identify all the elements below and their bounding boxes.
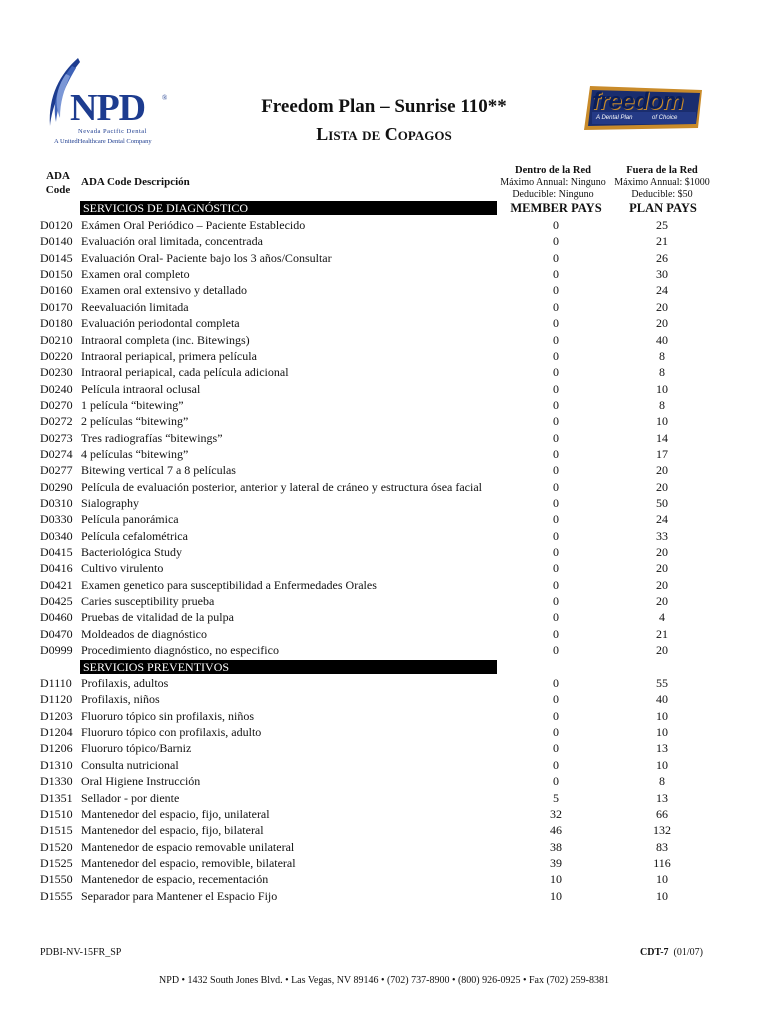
ada-code: D0272: [40, 414, 73, 429]
header-ada-code: ADA Code: [45, 170, 71, 196]
procedure-description: Sialography: [81, 496, 139, 510]
procedure-description: Fluoruro tópico con profilaxis, adulto: [81, 725, 262, 739]
member-pays-value: 0: [553, 381, 559, 396]
member-pays-value: 0: [553, 218, 559, 232]
plan-pays-value: 20: [656, 316, 668, 331]
plan-pays-value: 13: [656, 790, 668, 805]
registered-mark: ®: [162, 94, 168, 102]
procedure-description: Oral Higiene Instrucción: [81, 774, 201, 789]
plan-pays-value: 20: [656, 561, 668, 576]
table-row: [0, 593, 768, 609]
member-pays-value: 0: [553, 299, 559, 314]
member-pays-value: 0: [553, 626, 559, 641]
ada-code: D1525: [40, 855, 73, 870]
table-row: [0, 626, 768, 642]
table-row: [0, 381, 768, 397]
plan-pays-value: 20: [656, 463, 668, 478]
procedure-description: Evaluación Oral- Paciente bajo los 3 años/Consultar: [81, 250, 332, 265]
member-pays-value: 0: [553, 430, 559, 445]
procedure-description: Intraoral completa (inc. Bitewings): [81, 332, 250, 347]
plan-pays-value: 20: [656, 545, 668, 559]
member-pays-value: 0: [553, 479, 559, 494]
table-row: [0, 839, 768, 855]
ada-code: D0416: [40, 561, 73, 576]
table-row: [0, 642, 768, 658]
plan-pays-value: 55: [656, 676, 668, 690]
page-subtitle: Lista de Copagos: [316, 124, 452, 144]
plan-pays-value: 10: [656, 725, 668, 739]
section-header: SERVICIOS DE DIAGNÓSTICO: [80, 201, 497, 215]
ada-code: D0170: [40, 299, 73, 314]
ada-code: D0470: [40, 626, 73, 641]
header-plan-pays: PLAN PAYS: [629, 201, 697, 215]
plan-pays-value: 20: [656, 299, 668, 314]
procedure-description: Tres radiografías “bitewings”: [81, 430, 223, 445]
ada-code: D1110: [40, 676, 72, 690]
npd-name: Nevada Pacific Dental: [78, 128, 147, 135]
plan-pays-value: 132: [653, 823, 671, 838]
ada-code: D1330: [40, 774, 73, 789]
table-row: [0, 495, 768, 511]
ada-code: D0330: [40, 512, 73, 527]
procedure-description: Mantenedor de espacio, recementación: [81, 872, 269, 887]
member-pays-value: 0: [553, 708, 559, 723]
member-pays-value: 32: [550, 806, 562, 821]
ada-code: D0180: [40, 316, 73, 331]
plan-pays-value: 24: [656, 512, 668, 527]
plan-pays-value: 10: [656, 888, 668, 903]
table-row: [0, 430, 768, 446]
ada-code: D0120: [40, 218, 73, 232]
procedure-description: 4 películas “bitewing”: [81, 446, 189, 461]
ada-code: D0145: [40, 250, 73, 265]
procedure-description: Examen oral completo: [81, 267, 190, 282]
procedure-description: Fluoruro tópico sin profilaxis, niños: [81, 708, 254, 723]
plan-pays-value: 116: [653, 855, 671, 870]
member-pays-value: 0: [553, 414, 559, 429]
member-pays-value: 0: [553, 757, 559, 772]
ada-code: D1206: [40, 741, 73, 756]
member-pays-value: 0: [553, 741, 559, 756]
ada-code: D0460: [40, 610, 73, 625]
plan-pays-value: 8: [659, 365, 665, 380]
table-row: [0, 250, 768, 266]
table-row: [0, 446, 768, 462]
table-row: [0, 577, 768, 593]
ada-code: D0240: [40, 381, 73, 396]
ada-code: D0220: [40, 348, 73, 363]
ada-code: D0150: [40, 267, 73, 282]
plan-pays-value: 20: [656, 479, 668, 494]
plan-pays-value: 40: [656, 692, 668, 707]
member-pays-value: 0: [553, 594, 559, 608]
member-pays-value: 0: [553, 234, 559, 249]
ada-code: D0273: [40, 430, 73, 445]
plan-pays-value: 83: [656, 839, 668, 854]
procedure-description: Intraoral periapical, primera película: [81, 348, 257, 363]
table-row: [0, 233, 768, 249]
ada-code: D0230: [40, 365, 73, 380]
member-pays-value: 0: [553, 446, 559, 461]
procedure-description: Película de evaluación posterior, anterior y lateral de cráneo y estructura ósea facial: [81, 479, 482, 494]
table-row: [0, 528, 768, 544]
member-pays-value: 0: [553, 316, 559, 331]
procedure-description: Examen genetico para susceptibilidad a Enfermedades Orales: [81, 577, 377, 592]
procedure-description: Examen oral extensivo y detallado: [81, 283, 247, 298]
plan-pays-value: 17: [656, 446, 668, 461]
table-row: [0, 364, 768, 380]
plan-pays-value: 20: [656, 643, 668, 658]
procedure-description: Exámen Oral Periódico – Paciente Establecido: [81, 218, 306, 232]
table-row: [0, 462, 768, 478]
ada-code: D0310: [40, 496, 73, 510]
table-row: [0, 413, 768, 429]
member-pays-value: 0: [553, 496, 559, 510]
ada-code: D1204: [40, 725, 73, 739]
ada-code: D1310: [40, 757, 73, 772]
in-network-max: Máximo Annual: Ninguno: [500, 177, 606, 188]
procedure-description: Evaluación periodontal completa: [81, 316, 240, 331]
plan-pays-value: 8: [659, 397, 665, 412]
procedure-description: Bitewing vertical 7 a 8 películas: [81, 463, 236, 478]
procedure-description: Película cefalométrica: [81, 528, 188, 543]
freedom-tagline-2: of Choice: [652, 115, 678, 121]
table-row: [0, 217, 768, 233]
procedure-description: Evaluación oral limitada, concentrada: [81, 234, 263, 249]
procedure-description: Moldeados de diagnóstico: [81, 626, 207, 641]
ada-code: D0415: [40, 545, 73, 559]
out-network-title: Fuera de la Red: [626, 165, 698, 176]
npd-letters: NPD: [70, 87, 146, 129]
ada-code: D0290: [40, 479, 73, 494]
member-pays-value: 0: [553, 643, 559, 658]
plan-pays-value: 66: [656, 806, 668, 821]
ada-code: D0340: [40, 528, 73, 543]
table-row: [0, 609, 768, 625]
procedure-description: Cultivo virulento: [81, 561, 164, 576]
ada-code: D1555: [40, 888, 73, 903]
procedure-description: Caries susceptibility prueba: [81, 594, 215, 608]
plan-pays-value: 40: [656, 332, 668, 347]
plan-pays-value: 10: [656, 757, 668, 772]
plan-pays-value: 8: [659, 774, 665, 789]
ada-code: D1510: [40, 806, 73, 821]
out-network-deductible: Deducible: $50: [631, 189, 693, 200]
table-row: [0, 806, 768, 822]
table-row: [0, 888, 768, 904]
member-pays-value: 0: [553, 463, 559, 478]
table-row: [0, 822, 768, 838]
member-pays-value: 0: [553, 725, 559, 739]
procedure-description: Mantenedor del espacio, fijo, bilateral: [81, 823, 264, 838]
procedure-description: 1 película “bitewing”: [81, 397, 184, 412]
member-pays-value: 0: [553, 250, 559, 265]
table-row: [0, 299, 768, 315]
member-pays-value: 0: [553, 267, 559, 282]
table-row: [0, 773, 768, 789]
plan-pays-value: 10: [656, 381, 668, 396]
procedure-description: Consulta nutricional: [81, 757, 179, 772]
member-pays-value: 0: [553, 528, 559, 543]
table-row: [0, 855, 768, 871]
section-header: SERVICIOS PREVENTIVOS: [80, 660, 497, 674]
procedure-description: Bacteriológica Study: [81, 545, 182, 559]
table-row: [0, 560, 768, 576]
table-row: [0, 757, 768, 773]
member-pays-value: 0: [553, 577, 559, 592]
plan-pays-value: 14: [656, 430, 668, 445]
member-pays-value: 0: [553, 610, 559, 625]
member-pays-value: 0: [553, 365, 559, 380]
plan-pays-value: 10: [656, 708, 668, 723]
procedure-description: Profilaxis, niños: [81, 692, 160, 707]
member-pays-value: 0: [553, 348, 559, 363]
member-pays-value: 46: [550, 823, 562, 838]
ada-code: D1515: [40, 823, 73, 838]
procedure-description: Película panorámica: [81, 512, 179, 527]
ada-code: D0270: [40, 397, 73, 412]
procedure-description: Procedimiento diagnóstico, no especifico: [81, 643, 279, 658]
procedure-description: Mantenedor del espacio, fijo, unilateral: [81, 806, 270, 821]
table-row: [0, 708, 768, 724]
member-pays-value: 0: [553, 397, 559, 412]
member-pays-value: 10: [550, 872, 562, 887]
procedure-description: Mantenedor del espacio, removible, bilateral: [81, 855, 296, 870]
ada-code: D0274: [40, 446, 73, 461]
table-row: [0, 348, 768, 364]
table-row: [0, 871, 768, 887]
cdt-date: (01/07): [673, 947, 703, 958]
procedure-description: Película intraoral oclusal: [81, 381, 201, 396]
member-pays-value: 38: [550, 839, 562, 854]
procedure-description: Pruebas de vitalidad de la pulpa: [81, 610, 234, 625]
member-pays-value: 5: [553, 790, 559, 805]
plan-pays-value: 33: [656, 528, 668, 543]
table-row: [0, 332, 768, 348]
plan-pays-value: 20: [656, 577, 668, 592]
ada-code: D1351: [40, 790, 73, 805]
ada-code: D0425: [40, 594, 73, 608]
procedure-description: Fluoruro tópico/Barniz: [81, 741, 192, 756]
plan-pays-value: 24: [656, 283, 668, 298]
procedure-description: Reevaluación limitada: [81, 299, 189, 314]
header-member-pays: MEMBER PAYS: [510, 201, 602, 215]
member-pays-value: 0: [553, 512, 559, 527]
table-row: [0, 740, 768, 756]
header-description: ADA Code Descripción: [81, 176, 190, 188]
plan-pays-value: 26: [656, 250, 668, 265]
procedure-description: Mantenedor de espacio removable unilateral: [81, 839, 295, 854]
plan-pays-value: 21: [656, 626, 668, 641]
plan-pays-value: 50: [656, 496, 668, 510]
header-in-network: [495, 165, 611, 201]
member-pays-value: 0: [553, 692, 559, 707]
ada-code: D1120: [40, 692, 73, 707]
ada-code: D0277: [40, 463, 73, 478]
ada-code: D1203: [40, 708, 73, 723]
plan-pays-value: 13: [656, 741, 668, 756]
plan-pays-value: 30: [656, 267, 668, 282]
member-pays-value: 0: [553, 283, 559, 298]
ada-code: D1520: [40, 839, 73, 854]
ada-code: D0140: [40, 234, 73, 249]
plan-pays-value: 21: [656, 234, 668, 249]
plan-pays-value: 8: [659, 348, 665, 363]
table-row: [0, 479, 768, 495]
procedure-description: Sellador - por diente: [81, 790, 180, 805]
procedure-description: Intraoral periapical, cada película adicional: [81, 365, 289, 380]
footer-address: NPD • 1432 South Jones Blvd. • Las Vegas, NV 89146 • (702) 737-8900 • (800) 926-0925 • Fax (702) 259-8381: [159, 975, 609, 986]
table-row: [0, 691, 768, 707]
plan-pays-value: 4: [659, 610, 665, 625]
table-row: [0, 544, 768, 560]
procedure-description: 2 películas “bitewing”: [81, 414, 189, 429]
ada-code: D0421: [40, 577, 73, 592]
ada-code: D0999: [40, 643, 73, 658]
cdt-label: CDT-7: [640, 947, 669, 958]
procedure-description: Profilaxis, adultos: [81, 676, 169, 690]
ada-code: D0160: [40, 283, 73, 298]
plan-pays-value: 25: [656, 218, 668, 232]
member-pays-value: 10: [550, 888, 562, 903]
table-row: [0, 266, 768, 282]
table-row: [0, 397, 768, 413]
member-pays-value: 0: [553, 545, 559, 559]
header-out-network: [608, 165, 716, 201]
plan-pays-value: 20: [656, 594, 668, 608]
table-row: [0, 675, 768, 691]
member-pays-value: 39: [550, 855, 562, 870]
plan-pays-value: 10: [656, 872, 668, 887]
table-row: [0, 282, 768, 298]
table-row: [0, 724, 768, 740]
table-row: [0, 511, 768, 527]
freedom-wordmark: freedom: [592, 88, 684, 115]
out-network-max: Máximo Annual: $1000: [614, 177, 710, 188]
in-network-title: Dentro de la Red: [515, 165, 591, 176]
member-pays-value: 0: [553, 561, 559, 576]
ada-code: D1550: [40, 872, 73, 887]
member-pays-value: 0: [553, 774, 559, 789]
procedure-description: Separador para Mantener el Espacio Fijo: [81, 888, 278, 903]
table-row: [0, 790, 768, 806]
ada-code: D0210: [40, 332, 73, 347]
npd-tagline: A UnitedHealthcare Dental Company: [54, 138, 152, 145]
member-pays-value: 0: [553, 332, 559, 347]
cdt-version: [560, 947, 703, 958]
freedom-tagline-1: A Dental Plan: [596, 115, 633, 121]
form-id: PDBI-NV-15FR_SP: [40, 947, 122, 958]
in-network-deductible: Deducible: Ninguno: [512, 189, 594, 200]
plan-pays-value: 10: [656, 414, 668, 429]
member-pays-value: 0: [553, 676, 559, 690]
page-title: Freedom Plan – Sunrise 110**: [261, 96, 507, 117]
table-row: [0, 315, 768, 331]
